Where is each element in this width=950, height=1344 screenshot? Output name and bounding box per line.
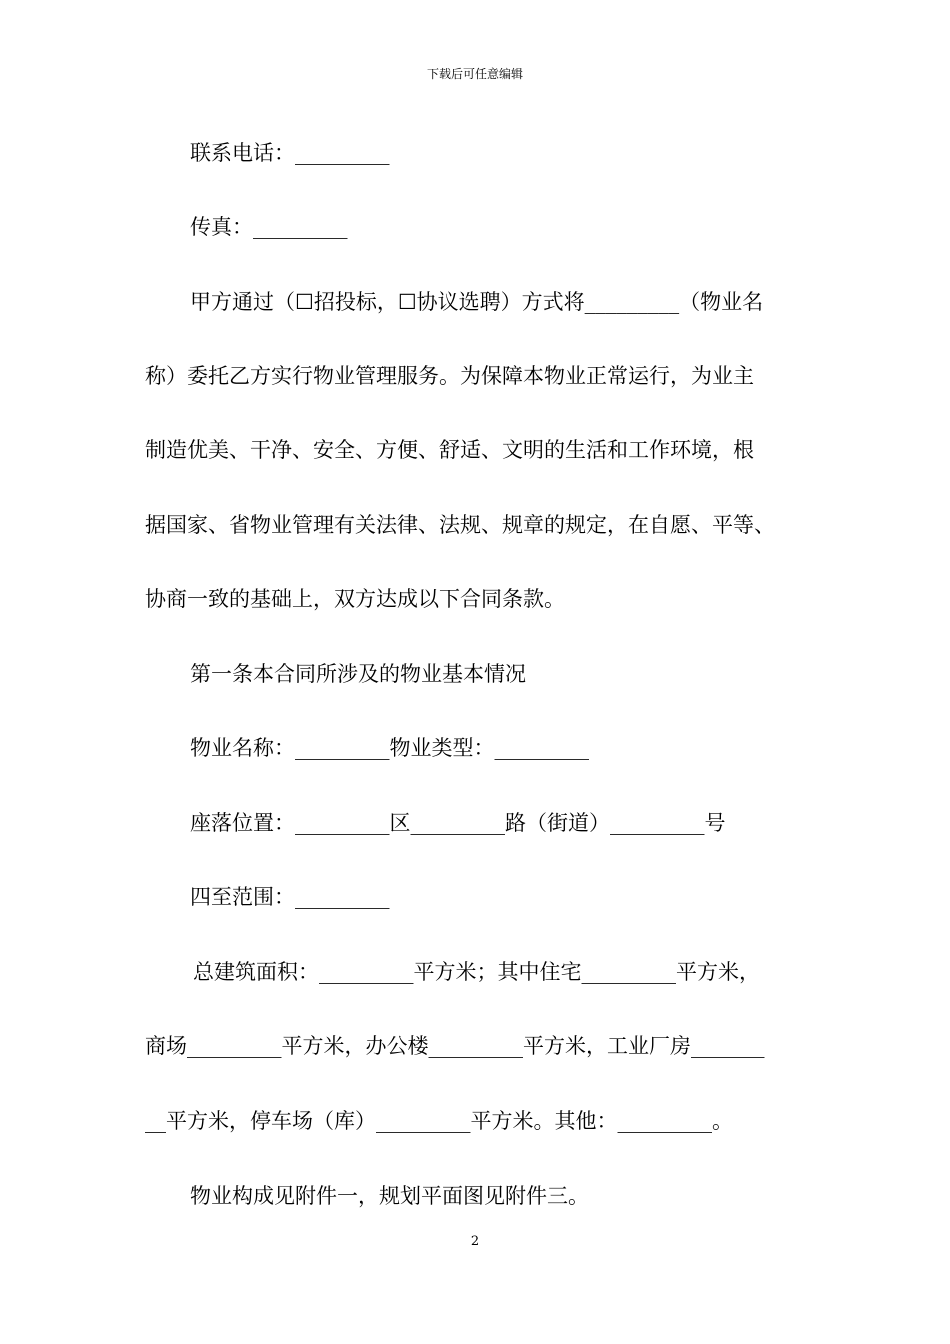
- article-heading: 第一条本合同所涉及的物业基本情况: [190, 662, 526, 686]
- attachment-line: 物业构成见附件一，规划平面图见附件三。: [190, 1184, 589, 1208]
- paragraph-line: 甲方通过（☐招投标，☐协议选聘）方式将_________（物业名: [190, 290, 764, 314]
- area-line: __平方米，停车场（库）_________平方米。其他：_________。: [145, 1109, 733, 1133]
- paragraph-line: 称）委托乙方实行物业管理服务。为保障本物业正常运行，为业主: [145, 364, 754, 388]
- location-line: 座落位置：_________区_________路（街道）_________号: [190, 811, 726, 835]
- paragraph-line: 制造优美、干净、安全、方便、舒适、文明的生活和工作环境，根: [145, 438, 754, 462]
- page-header: 下载后可任意编辑: [426, 67, 523, 81]
- property-name-type-line: 物业名称：_________物业类型：_________: [190, 736, 589, 760]
- page-number: 2: [470, 1234, 480, 1249]
- paragraph-line: 协商一致的基础上，双方达成以下合同条款。: [145, 587, 565, 611]
- fax-line: 传真：_________: [190, 215, 348, 239]
- area-line: 总建筑面积：_________平方米；其中住宅_________平方米，: [193, 960, 760, 984]
- paragraph-line: 据国家、省物业管理有关法律、法规、规章的规定，在自愿、平等、: [145, 513, 775, 537]
- boundary-line: 四至范围：_________: [190, 885, 390, 909]
- contact-phone-line: 联系电话：_________: [190, 141, 390, 165]
- area-line: 商场_________平方米，办公楼_________平方米，工业厂房_______: [145, 1034, 765, 1058]
